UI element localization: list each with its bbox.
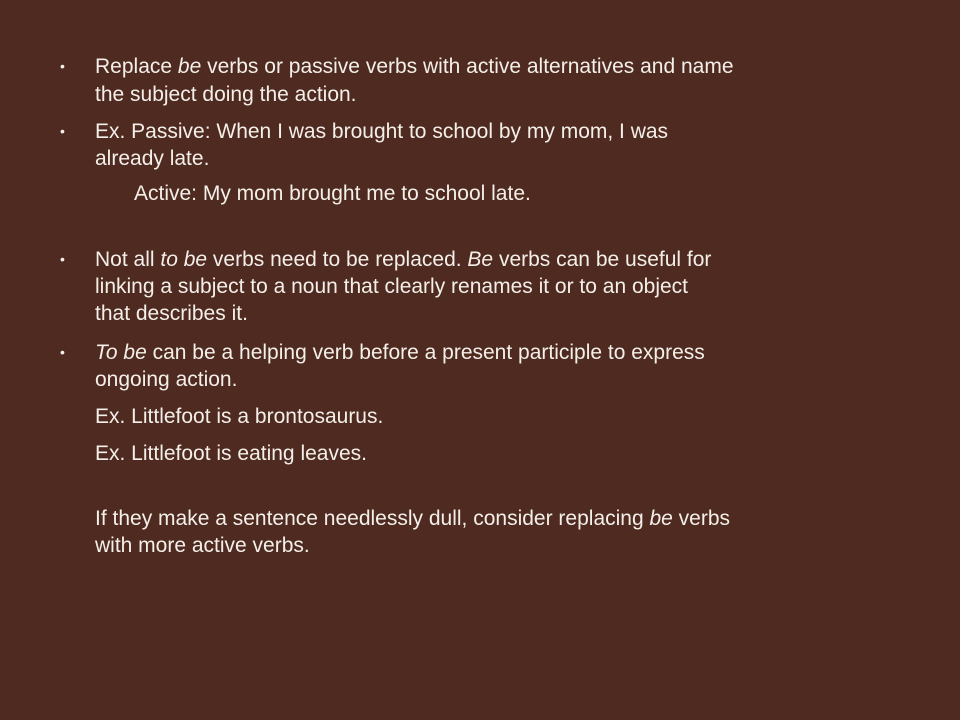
- p2-line2: already late.: [95, 147, 210, 170]
- bullet-marker: •: [60, 251, 65, 267]
- p5-post: verbs: [672, 507, 731, 530]
- p4-ex1: Ex. Littlefoot is a brontosaurus.: [95, 405, 384, 428]
- p2-active: Active: My mom brought me to school late.: [134, 182, 531, 205]
- p2-line1: Ex. Passive: When I was brought to school by my mom, I was: [95, 120, 669, 143]
- p3-line2: linking a subject to a noun that clearly renames it or to an object: [95, 275, 689, 298]
- p4-em: To be: [95, 341, 147, 364]
- p1-line2: the subject doing the action.: [95, 83, 357, 106]
- p1-pre: Replace: [95, 55, 178, 78]
- p4-line2: ongoing action.: [95, 368, 238, 391]
- bullet-marker: •: [60, 123, 65, 139]
- p3-mid: verbs need to be replaced.: [207, 248, 468, 271]
- p3-em2: Be: [467, 248, 494, 271]
- p4-line1: [95, 340, 915, 366]
- p5-line1: [95, 506, 915, 532]
- bullet-marker: •: [60, 58, 65, 74]
- bullet-marker: •: [60, 344, 65, 360]
- p3-line3: that describes it.: [95, 302, 248, 325]
- p3-em1: to be: [160, 248, 208, 271]
- p4-post: can be a helping verb before a present participle to express: [146, 341, 705, 364]
- p1-em: be: [177, 55, 202, 78]
- p3-post: verbs can be useful for: [493, 248, 712, 271]
- p1-post: verbs or passive verbs with active alternatives and name: [201, 55, 734, 78]
- p1-line1: [95, 54, 915, 80]
- p5-em: be: [649, 507, 673, 530]
- p3-pre: Not all: [95, 248, 161, 271]
- p3-line1: [95, 247, 915, 273]
- p4-ex2: Ex. Littlefoot is eating leaves.: [95, 442, 367, 465]
- p5-pre: If they make a sentence needlessly dull, consider replacing: [95, 507, 650, 530]
- p5-line2: with more active verbs.: [95, 534, 310, 557]
